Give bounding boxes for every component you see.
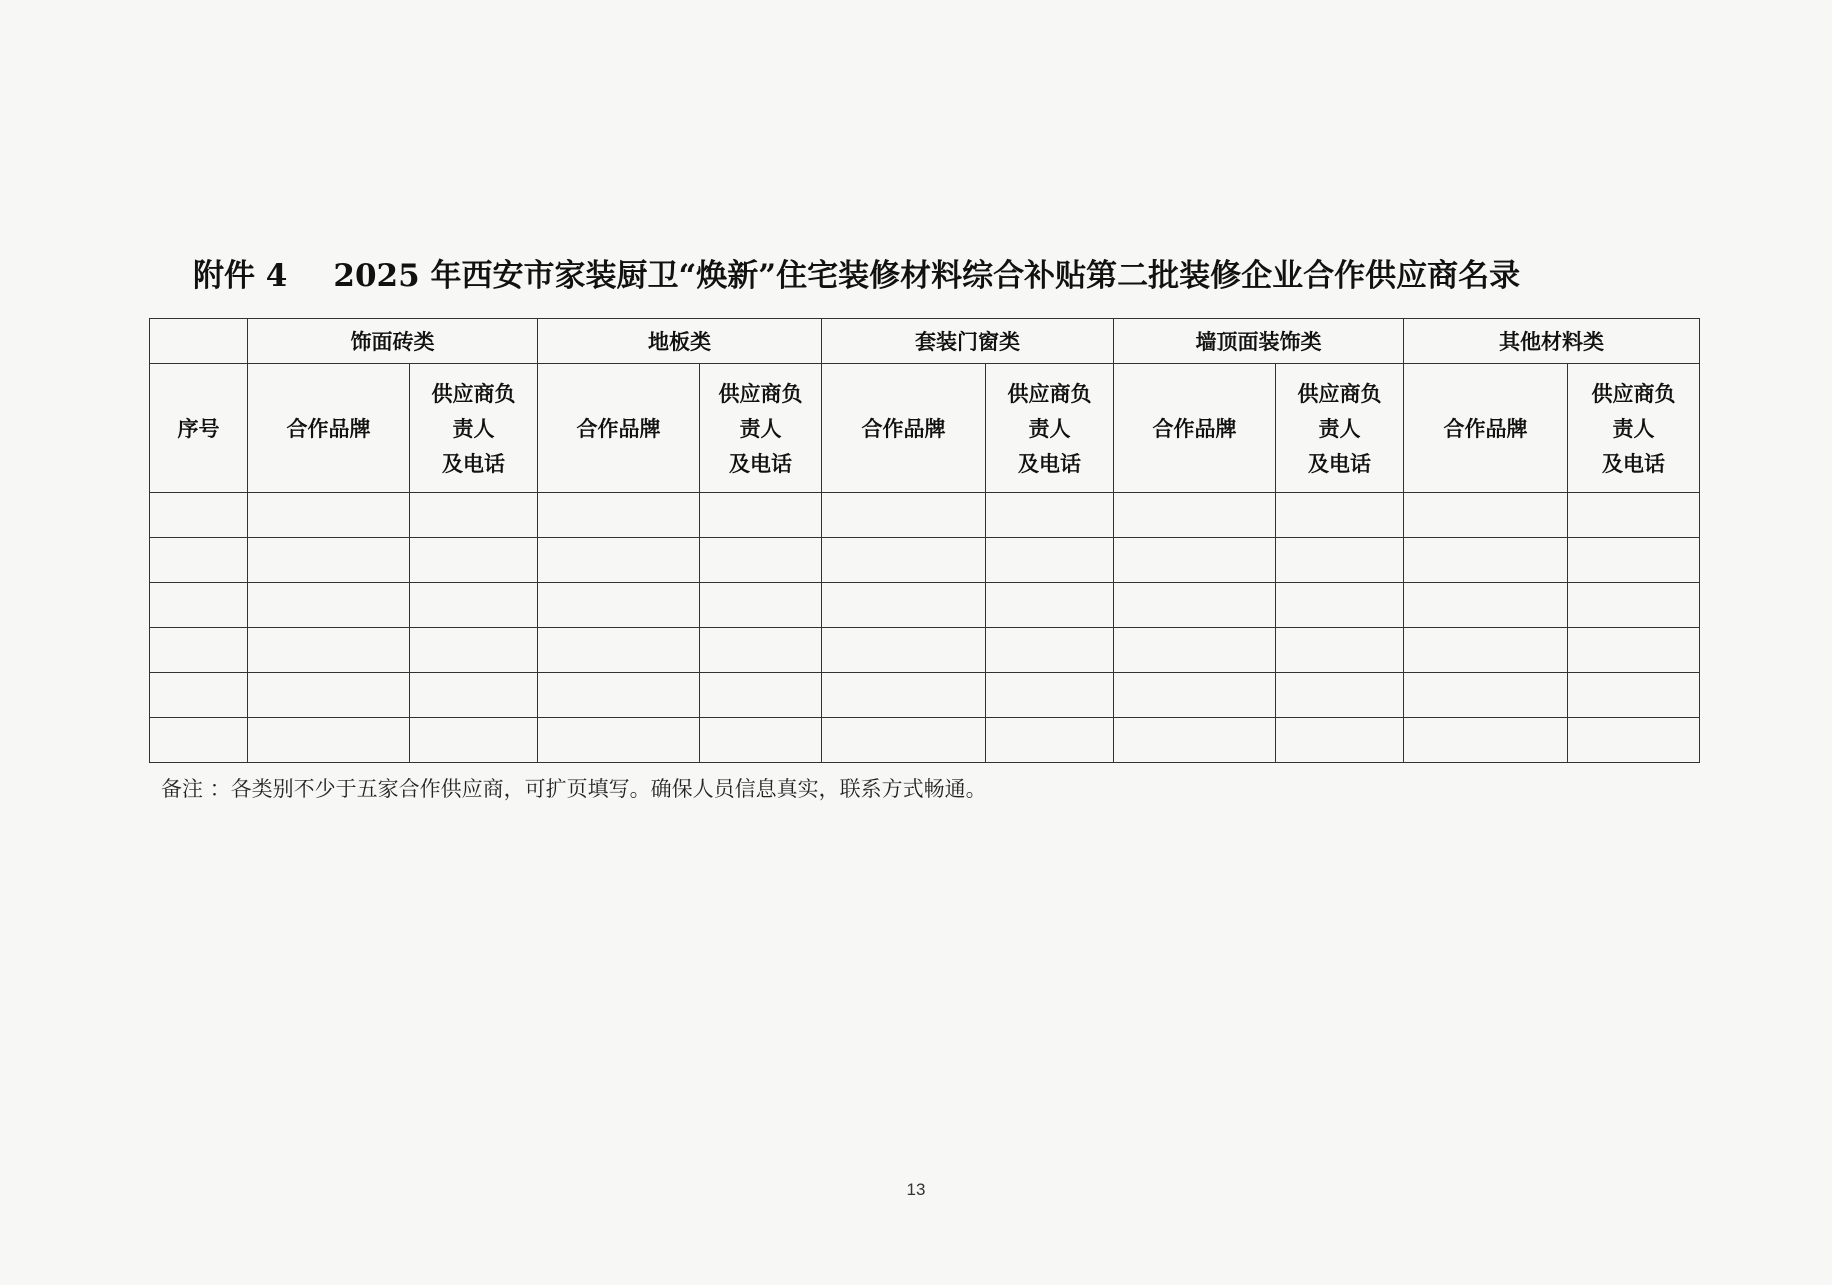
supplier-table [149, 318, 1700, 763]
category-tiles: 饰面砖类 [248, 319, 538, 364]
contact-cell[interactable] [700, 673, 822, 718]
brand-cell[interactable] [1114, 538, 1276, 583]
category-doors-windows: 套装门窗类 [822, 319, 1114, 364]
contact-header-line: 及电话 [729, 450, 792, 476]
brand-cell[interactable] [1404, 628, 1568, 673]
brand-cell[interactable] [1114, 628, 1276, 673]
contact-cell[interactable] [700, 628, 822, 673]
contact-cell[interactable] [1568, 583, 1700, 628]
brand-cell[interactable] [248, 583, 410, 628]
document-title [193, 250, 1520, 295]
brand-cell[interactable] [538, 583, 700, 628]
title-prefix: 附件 4 [193, 258, 288, 294]
brand-cell[interactable] [248, 673, 410, 718]
brand-header: 合作品牌 [822, 364, 986, 493]
contact-header [1276, 364, 1404, 493]
contact-header-line: 供应商负 [431, 380, 516, 406]
brand-cell[interactable] [1114, 493, 1276, 538]
contact-header-line: 责人 [1612, 415, 1655, 441]
contact-cell[interactable] [986, 583, 1114, 628]
brand-cell[interactable] [1404, 673, 1568, 718]
table-row [150, 493, 1700, 538]
contact-cell[interactable] [1276, 673, 1404, 718]
contact-cell[interactable] [1568, 493, 1700, 538]
contact-header-line: 及电话 [1018, 450, 1081, 476]
brand-cell[interactable] [538, 493, 700, 538]
contact-header [1568, 364, 1700, 493]
brand-cell[interactable] [538, 718, 700, 763]
contact-cell[interactable] [1276, 628, 1404, 673]
contact-cell[interactable] [410, 673, 538, 718]
brand-cell[interactable] [538, 538, 700, 583]
brand-cell[interactable] [1404, 493, 1568, 538]
contact-cell[interactable] [986, 493, 1114, 538]
subheader-row [150, 364, 1700, 493]
contact-cell[interactable] [986, 628, 1114, 673]
brand-cell[interactable] [1114, 583, 1276, 628]
seq-cell[interactable] [150, 538, 248, 583]
contact-header-line: 及电话 [442, 450, 505, 476]
contact-cell[interactable] [1568, 628, 1700, 673]
contact-cell[interactable] [700, 538, 822, 583]
brand-cell[interactable] [1114, 718, 1276, 763]
category-other: 其他材料类 [1404, 319, 1700, 364]
brand-cell[interactable] [538, 628, 700, 673]
contact-header-line: 及电话 [1308, 450, 1371, 476]
contact-cell[interactable] [410, 628, 538, 673]
blank-corner-cell [150, 319, 248, 364]
footnote: 备注 ：各类别不少于五家合作供应商，可扩页填写。确保人员信息真实，联系方式畅通。 [161, 777, 987, 801]
contact-cell[interactable] [986, 538, 1114, 583]
brand-cell[interactable] [248, 493, 410, 538]
contact-header [410, 364, 538, 493]
contact-cell[interactable] [700, 718, 822, 763]
contact-header-line: 供应商负 [1297, 380, 1382, 406]
brand-header: 合作品牌 [538, 364, 700, 493]
brand-cell[interactable] [1404, 718, 1568, 763]
contact-cell[interactable] [1568, 538, 1700, 583]
seq-cell[interactable] [150, 718, 248, 763]
contact-cell[interactable] [1276, 538, 1404, 583]
brand-header: 合作品牌 [1114, 364, 1276, 493]
brand-cell[interactable] [1404, 583, 1568, 628]
brand-cell[interactable] [822, 628, 986, 673]
brand-cell[interactable] [1404, 538, 1568, 583]
contact-header [986, 364, 1114, 493]
table-row [150, 673, 1700, 718]
brand-header: 合作品牌 [248, 364, 410, 493]
brand-cell[interactable] [822, 673, 986, 718]
brand-cell[interactable] [248, 538, 410, 583]
contact-cell[interactable] [700, 493, 822, 538]
page-number: 13 [906, 1180, 926, 1199]
contact-cell[interactable] [410, 493, 538, 538]
contact-header-line: 供应商负 [718, 380, 803, 406]
seq-cell[interactable] [150, 673, 248, 718]
brand-header: 合作品牌 [1404, 364, 1568, 493]
contact-cell[interactable] [1276, 583, 1404, 628]
contact-cell[interactable] [1276, 718, 1404, 763]
contact-header-line: 责人 [739, 415, 782, 441]
contact-cell[interactable] [986, 673, 1114, 718]
contact-cell[interactable] [410, 718, 538, 763]
contact-cell[interactable] [986, 718, 1114, 763]
category-flooring: 地板类 [538, 319, 822, 364]
brand-cell[interactable] [1114, 673, 1276, 718]
brand-cell[interactable] [248, 718, 410, 763]
brand-cell[interactable] [822, 718, 986, 763]
brand-cell[interactable] [822, 583, 986, 628]
contact-cell[interactable] [410, 538, 538, 583]
table-row [150, 583, 1700, 628]
contact-header-line: 供应商负 [1007, 380, 1092, 406]
brand-cell[interactable] [538, 673, 700, 718]
title-text: 2025 年西安市家装厨卫“焕新”住宅装修材料综合补贴第二批装修企业合作供应商名录 [333, 258, 1521, 294]
seq-header: 序号 [150, 364, 248, 493]
table-row [150, 538, 1700, 583]
seq-cell[interactable] [150, 583, 248, 628]
contact-header-line: 供应商负 [1591, 380, 1676, 406]
table-row [150, 628, 1700, 673]
seq-cell[interactable] [150, 493, 248, 538]
contact-cell[interactable] [700, 583, 822, 628]
contact-header-line: 责人 [1318, 415, 1361, 441]
category-wall-ceiling: 墙顶面装饰类 [1114, 319, 1404, 364]
brand-cell[interactable] [822, 493, 986, 538]
contact-cell[interactable] [1568, 718, 1700, 763]
contact-cell[interactable] [410, 583, 538, 628]
brand-cell[interactable] [822, 538, 986, 583]
contact-cell[interactable] [1568, 673, 1700, 718]
contact-header-line: 责人 [452, 415, 495, 441]
contact-header-line: 责人 [1028, 415, 1071, 441]
category-header-row [150, 319, 1700, 364]
seq-cell[interactable] [150, 628, 248, 673]
table-row [150, 718, 1700, 763]
contact-header-line: 及电话 [1602, 450, 1665, 476]
contact-cell[interactable] [1276, 493, 1404, 538]
contact-header [700, 364, 822, 493]
brand-cell[interactable] [248, 628, 410, 673]
